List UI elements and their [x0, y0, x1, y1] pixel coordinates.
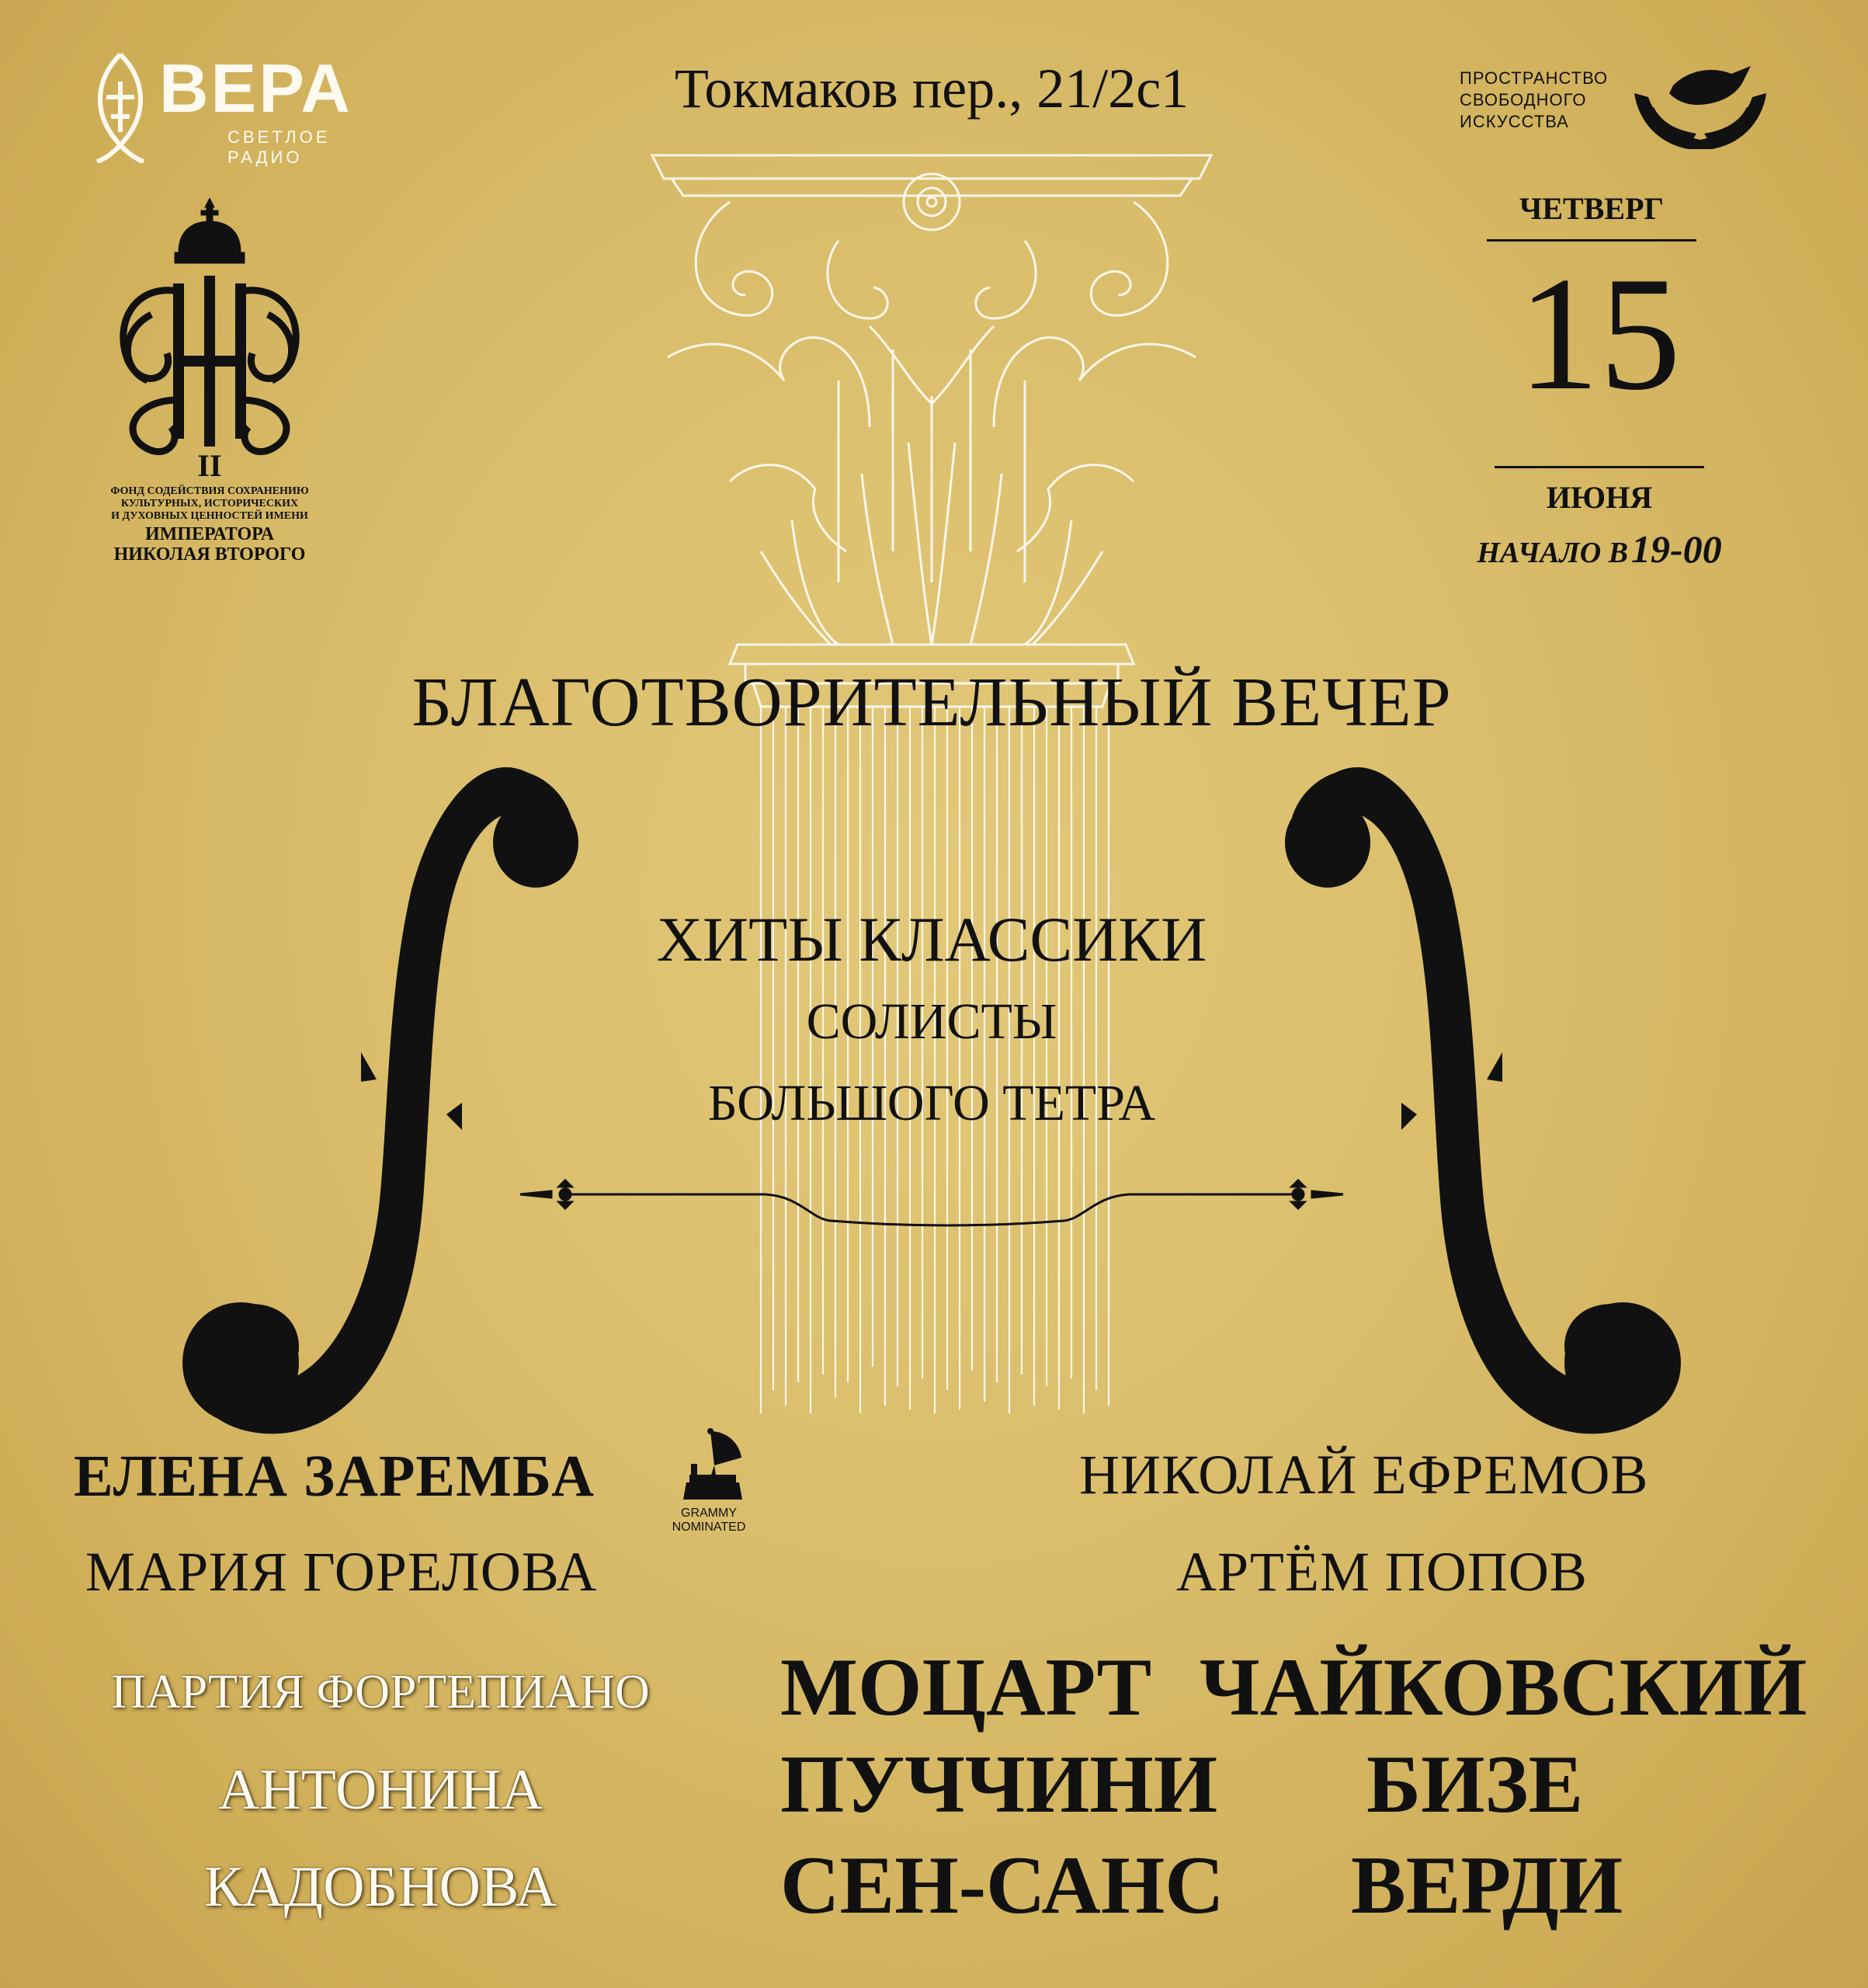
- foundation-line-1: ФОНД СОДЕЙСТВИЯ СОХРАНЕНИЮ: [110, 485, 309, 497]
- performer-elena-zaremba: ЕЛЕНА ЗАРЕМБА: [74, 1444, 595, 1509]
- day-underline: [1495, 466, 1704, 468]
- performer-maria-gorelova: МАРИЯ ГОРЕЛОВА: [85, 1541, 598, 1603]
- foundation-line-2: КУЛЬТУРНЫХ, ИСТОРИЧЕСКИХ: [120, 498, 299, 509]
- start-label: НАЧАЛО В: [1477, 537, 1628, 569]
- grammy-label-1: GRAMMY: [681, 1507, 737, 1520]
- ornamental-divider: [505, 1173, 1359, 1235]
- composer-mozart: МОЦАРТ: [780, 1642, 1152, 1733]
- event-day: 15: [1518, 244, 1681, 424]
- event-month: ИЮНЯ: [1546, 480, 1653, 515]
- dove-hands-icon: [1627, 62, 1774, 155]
- piano-name-first: АНТОНИНА: [217, 1758, 543, 1822]
- imperial-monogram-icon: [105, 198, 314, 485]
- performer-nikolai-efremov: НИКОЛАЙ ЕФРЕМОВ: [1079, 1444, 1649, 1506]
- free-art-space-logo: [1460, 62, 1786, 155]
- composer-verdi: ВЕРДИ: [1351, 1840, 1623, 1931]
- fish-cross-icon: [82, 47, 159, 163]
- foundation-logo: [93, 198, 326, 563]
- grammy-label-2: NOMINATED: [672, 1521, 746, 1534]
- event-subtitle-soloists: СОЛИСТЫ: [806, 993, 1057, 1050]
- free-art-line-1: ПРОСТРАНСТВО: [1460, 68, 1609, 88]
- foundation-line-4: ИМПЕРАТОРА: [144, 524, 275, 544]
- event-weekday: ЧЕТВЕРГ: [1519, 191, 1664, 226]
- free-art-line-2: СВОБОДНОГО: [1460, 90, 1587, 109]
- start-time: 19-00: [1630, 527, 1722, 571]
- event-subtitle-theatre: БОЛЬШОГО ТЕТРА: [707, 1075, 1156, 1131]
- weekday-underline: [1487, 239, 1696, 242]
- piano-name-last: КАДОБНОВА: [203, 1855, 557, 1919]
- event-title: БЛАГОТВОРИТЕЛЬНЫЙ ВЕЧЕР: [411, 664, 1452, 741]
- composer-puccini: ПУЧЧИНИ: [780, 1739, 1218, 1830]
- vera-radio-logo: [82, 47, 361, 167]
- vera-logo-name: ВЕРА: [159, 50, 352, 127]
- event-subtitle-hits: ХИТЫ КЛАССИКИ: [656, 904, 1207, 975]
- free-art-line-3: ИСКУССТВА: [1460, 112, 1569, 131]
- foundation-line-3: И ДУХОВНЫХ ЦЕННОСТЕЙ ИМЕНИ: [111, 510, 308, 522]
- event-start-time: [1421, 526, 1778, 572]
- venue-address: Токмаков пер., 21/2с1: [674, 57, 1189, 120]
- composer-saint-saens: СЕН-САНС: [780, 1840, 1224, 1931]
- composer-tchaikovsky: ЧАЙКОВСКИЙ: [1200, 1642, 1807, 1733]
- grammy-gramophone-icon: [675, 1425, 745, 1503]
- monogram-numeral: II: [197, 448, 222, 483]
- vera-logo-tagline: СВЕТЛОЕ РАДИО: [227, 127, 331, 167]
- composer-bizet: БИЗЕ: [1366, 1739, 1584, 1830]
- piano-label: ПАРТИЯ ФОРТЕПИАНО: [111, 1666, 650, 1719]
- performer-artem-popov: АРТЁМ ПОПОВ: [1176, 1541, 1588, 1603]
- foundation-line-5: НИКОЛАЯ ВТОРОГО: [113, 544, 306, 565]
